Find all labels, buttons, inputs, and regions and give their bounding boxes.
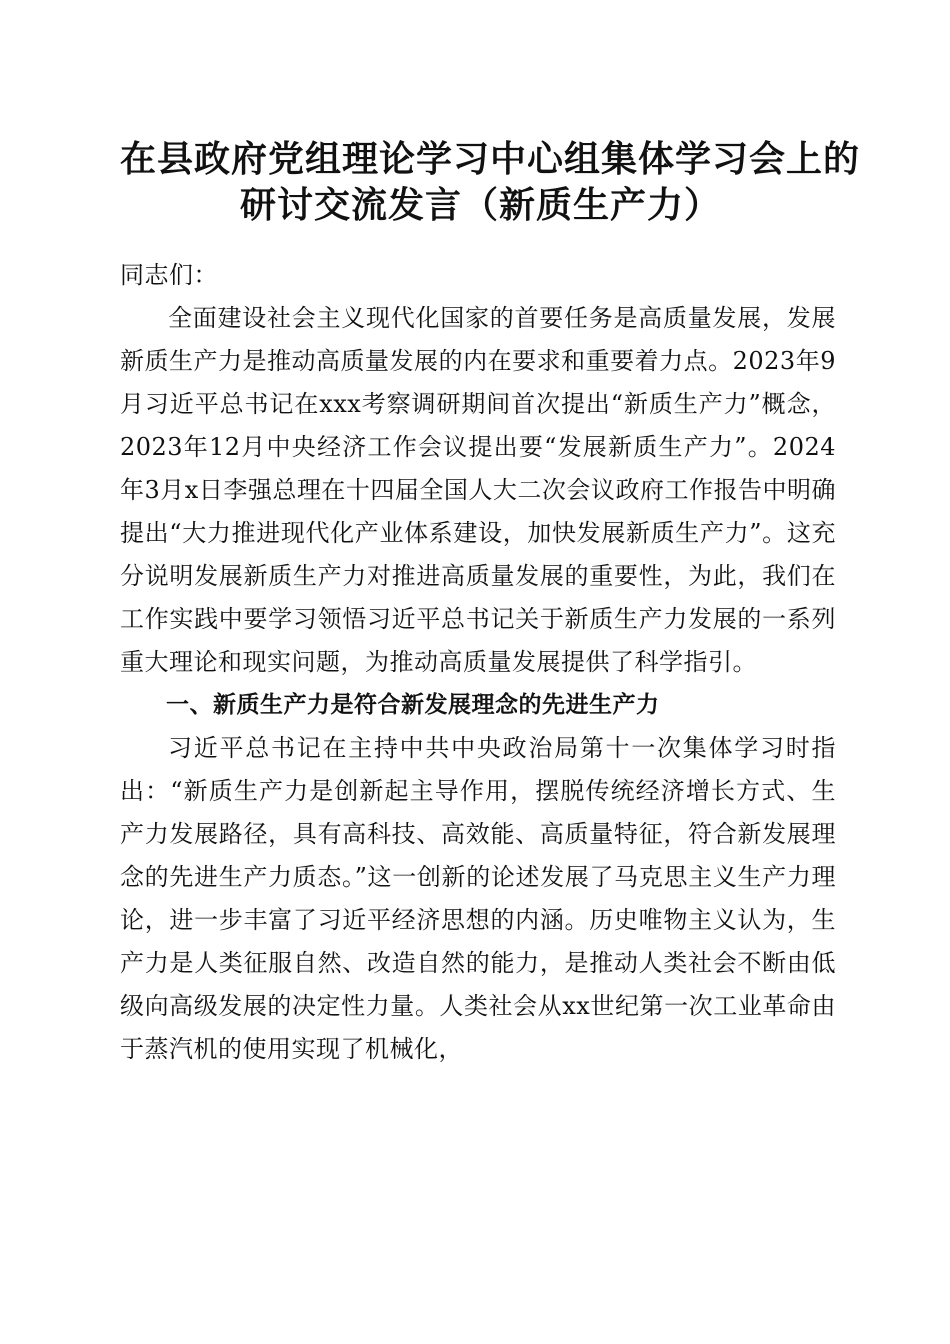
document-body — [120, 254, 836, 1071]
section-heading-1: 一、新质生产力是符合新发展理念的先进生产力 — [166, 692, 660, 718]
document-title — [100, 136, 861, 228]
paragraph-section-1: 习近平总书记在主持中共中央政治局第十一次集体学习时指出：“新质生产力是创新起主导作用，摆脱传统经济增长方式、生产力发展路径，具有高科技、高效能、高质量特征，符合新发展理念的先进生产力质态。”这一创新的论述发展了马克思主义生产力理论，进一步丰富了习近平经济思想的内涵。历史唯物主义认为，生产力是人类征服自然、改造自然的能力，是推动人类社会不断由低级向高级发展的决定性力量。人类社会从xx世纪第一次工业革命由于蒸汽机的使用实现了机械化， — [120, 734, 836, 1063]
title-line-1: 在县政府党组理论学习中心组集体学习会上的 — [120, 138, 861, 180]
title-line-2: 研讨交流发言（新质生产力） — [240, 184, 722, 226]
salutation: 同志们： — [120, 261, 218, 289]
paragraph-intro: 全面建设社会主义现代化国家的首要任务是高质量发展，发展新质生产力是推动高质量发展的内在要求和重要着力点。2023年9月习近平总书记在xxx考察调研期间首次提出“新质生产力”概念，2023年12月中央经济工作会议提出要“发展新质生产力”。2024年3月x日李强总理在十四届全国人大二次会议政府工作报告中明确提出“大力推进现代化产业体系建设，加快发展新质生产力”。这充分说明发展新质生产力对推进高质量发展的重要性，为此，我们在工作实践中要学习领悟习近平总书记关于新质生产力发展的一系列重大理论和现实问题，为推动高质量发展提供了科学指引。 — [120, 304, 836, 676]
